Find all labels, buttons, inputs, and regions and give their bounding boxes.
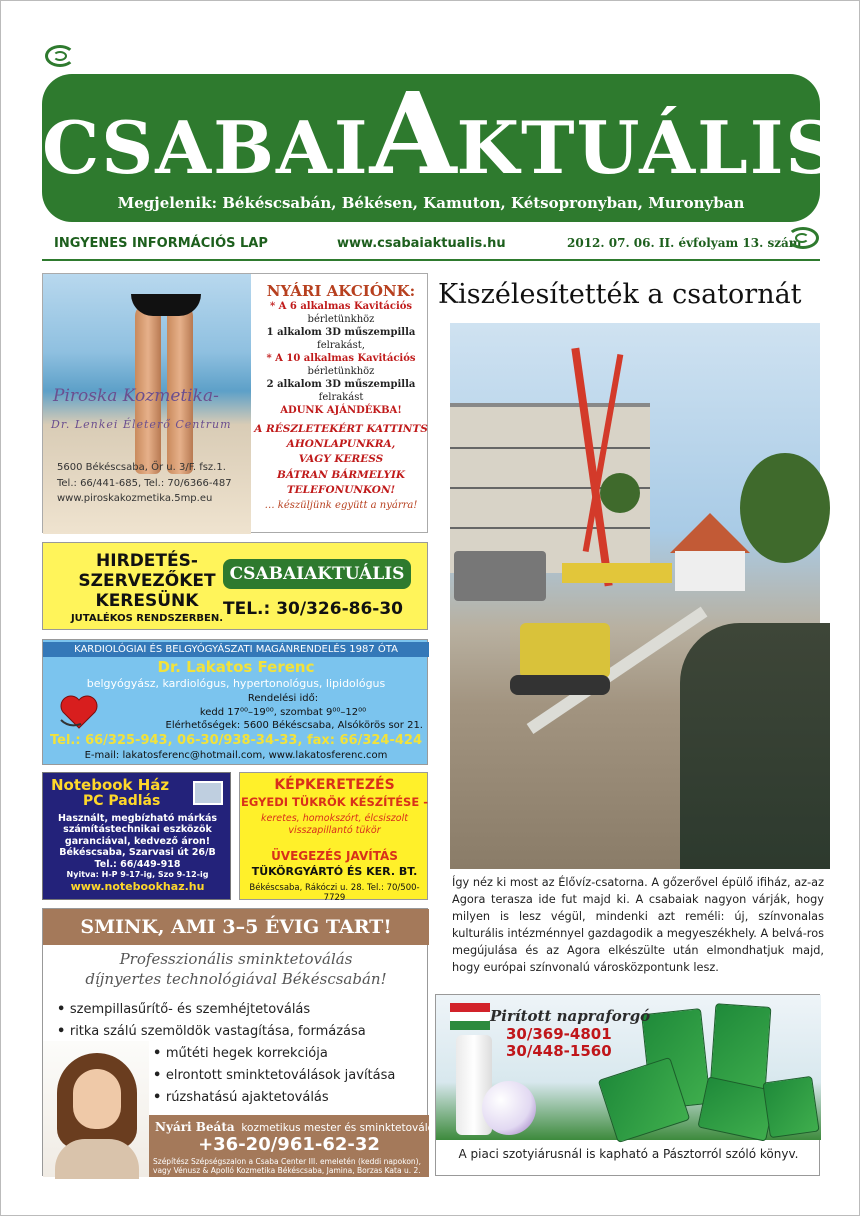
frame-address: Békéscsaba, Rákóczi u. 28. Tel.: 70/500-7729 (249, 883, 420, 903)
excavator-base (510, 675, 610, 695)
ad-notebook-haz[interactable] (42, 772, 231, 900)
salon-web[interactable]: www.piroskakozmetika.5mp.eu (57, 493, 213, 504)
cta-line3: VAGY KERESS (298, 453, 384, 466)
photo-floor (450, 527, 650, 529)
lakatos-address: Elérhetőségek: 5600 Békéscsaba, Alsókörös sor 21. (165, 720, 423, 731)
smink-item: • műtéti hegek korrekciója (153, 1043, 428, 1065)
swirl-ornament-inner (53, 51, 67, 61)
smink-list-bottom (153, 1043, 428, 1109)
salon-phone: Tel.: 66/441-685, Tel.: 70/6366-487 (57, 477, 232, 489)
distribution-subtitle: Megjelenik: Békéscsabán, Békésen, Kamuton, Kétsopronyban, Muronyban (117, 194, 745, 212)
recruit-headline (47, 551, 247, 611)
seeds-phone2: 30/448-1560 (506, 1041, 612, 1060)
portrait-face (73, 1069, 121, 1129)
heart-stethoscope-icon (59, 694, 99, 730)
seeds-title: Pirított napraforgó (490, 1007, 651, 1025)
smink-item: • szempillasűrítő- és szemhéjtetoválás (57, 999, 427, 1021)
lakatos-hours (183, 692, 383, 720)
info-bar (42, 233, 820, 261)
smink-intro2: díjnyertes technológiával Békéscsabán! (85, 970, 387, 989)
artist-role: kozmetikus mester és sminktetováló (241, 1122, 435, 1134)
artist-portrait (43, 1041, 149, 1177)
recruit-sub: JUTALÉKOS RENDSZERBEN. (70, 613, 224, 624)
smink-footer (149, 1115, 435, 1184)
lakatos-header: KARDIOLÓGIAI ÉS BELGYÓGYÁSZATI MAGÁNRENDELÉS 1987 ÓTA (43, 642, 429, 657)
recruit-line1: HIRDETÉS- (96, 551, 198, 571)
offer2-d: felrakást (318, 392, 364, 403)
hours-label: Rendelési idő: (247, 693, 319, 704)
salon-contact (57, 460, 257, 507)
notebook-title2: PC Padlás (83, 793, 161, 809)
hours-value: kedd 17⁰⁰–19⁰⁰, szombat 9⁰⁰–12⁰⁰ (199, 707, 367, 718)
artist-line (155, 1120, 434, 1134)
salon-center: Dr. Lenkei Életerő Centrum (51, 418, 232, 431)
smink-intro1: Professzionális sminktetoválás (119, 950, 353, 968)
photo-tree (740, 453, 830, 563)
seeds-phone1: 30/369-4801 (506, 1025, 612, 1043)
notebook-line2: számítástechnikai eszközök (63, 824, 212, 836)
excavator (520, 623, 610, 678)
offer1-c: 1 alkalom 3D műszempilla (266, 327, 416, 338)
cta-line5: TELEFONUNKON! (286, 483, 396, 496)
artist-name: Nyári Beáta (155, 1120, 235, 1134)
tagline: INGYENES INFORMÁCIÓS LAP (54, 236, 268, 251)
frame-title: KÉPKERETEZÉS (274, 777, 395, 793)
frame-glass: ÜVEGEZÉS JAVÍTÁS (271, 849, 398, 863)
ad-dr-lakatos[interactable] (42, 639, 428, 765)
notebook-hours: Nyitva: H-P 9-17-ig, Szo 9-12-ig (66, 869, 209, 879)
offer2-b: bérletünkhöz (307, 366, 375, 377)
portrait-body (55, 1139, 139, 1179)
brand-title (42, 69, 840, 200)
canal-water (680, 623, 830, 869)
photo-floor (450, 447, 650, 449)
swirl-ornament-right-inner (795, 233, 809, 243)
hungarian-flag-icon (450, 1003, 490, 1031)
article-headline: Kiszélesítették a csatornát (438, 279, 802, 310)
recruit-phone: TEL.: 30/326-86-30 (223, 599, 403, 619)
computer-icon (193, 781, 223, 805)
brand-part2: KTUÁLIS (456, 105, 840, 190)
recruit-logo: CSABAIAKTUÁLIS (223, 559, 411, 589)
lakatos-name: Dr. Lakatos Ferenc (157, 658, 315, 676)
notebook-line1: Használt, megbízható márkás (57, 813, 218, 824)
cta-line4: BÁTRAN BÁRMELYIK (276, 468, 405, 481)
offer-cta (253, 422, 429, 498)
frame-small1: keretes, homokszórt, élcsiszolt (261, 813, 408, 824)
ad-napraforgo[interactable] (435, 994, 820, 1176)
brand-initial: A (369, 69, 457, 200)
lakatos-specialties: belgyógyász, kardiológus, hypertonológus, lipidológus (86, 677, 386, 690)
offer1-d: felrakást, (317, 340, 365, 351)
seeds-phones (506, 1026, 612, 1059)
photo-house (675, 551, 745, 591)
photo-roof (670, 513, 750, 553)
offer1-b: bérletünkhöz (307, 314, 375, 325)
construction-photo (450, 323, 820, 869)
offer-gift: ADUNK AJÁNDÉKBA! (280, 405, 402, 416)
ad-piroska-kozmetika[interactable] (42, 273, 428, 533)
offer2-c: 2 alkalom 3D műszempilla (266, 379, 416, 390)
ad-recruit[interactable] (42, 542, 428, 630)
salon-address: 5600 Békéscsaba, Őr u. 3/F. fsz.1. (57, 462, 226, 473)
offer-title: NYÁRI AKCIÓNK: (266, 282, 416, 300)
notebook-phone: Tel.: 66/449-918 (94, 858, 181, 870)
lakatos-email[interactable]: E-mail: lakatosferenc@hotmail.com, www.lakatosferenc.com (84, 750, 388, 761)
notebook-web[interactable]: www.notebookhaz.hu (70, 879, 205, 893)
dump-truck (454, 551, 546, 601)
recruit-line2: SZERVEZŐKET (78, 571, 216, 592)
smink-banner: SMINK, AMI 3–5 ÉVIG TART! (43, 909, 429, 945)
notebook-line3: garanciával, kedvező áron! (64, 835, 211, 847)
salon-name: Piroska Kozmetika- (53, 386, 219, 406)
notebook-address: Békéscsaba, Szarvasi út 26/B (59, 847, 216, 859)
frame-small2: visszapillantó tükör (288, 824, 381, 836)
photo-tree (600, 473, 640, 513)
smink-list-top (57, 999, 427, 1043)
recruit-line3: KERESÜNK (95, 591, 199, 612)
smink-item: • elrontott sminktetoválások javítása (153, 1065, 428, 1087)
cta-line1: A RÉSZLETEKÉRT KATTINTS (254, 423, 428, 435)
frame-small (240, 813, 429, 837)
bikini (131, 294, 201, 316)
offer2-a: * A 10 alkalmas Kavitációs (266, 353, 416, 364)
frame-firm: TÜKÖRGYÁRTÓ ÉS KER. BT. (251, 865, 418, 878)
cta-line2: AHONLAPUNKRA, (286, 438, 396, 451)
summer-offer (253, 274, 429, 534)
ball-image (482, 1081, 536, 1135)
pump-truck (562, 563, 672, 583)
frame-sub: EGYEDI TÜKRÖK KÉSZÍTÉSE - (241, 795, 428, 809)
issue-info: 2012. 07. 06. II. évfolyam 13. szám (567, 236, 802, 250)
offer-closing: … készüljünk együtt a nyárra! (264, 500, 418, 512)
notebook-title1: Notebook Ház (51, 776, 170, 794)
smink-item: • ritka szálú szemöldök vastagítása, formázása (57, 1021, 427, 1043)
smink-intro (43, 949, 429, 990)
ad-kepkeretezes[interactable] (239, 772, 428, 903)
artist-locations: Szépítész Szépségszalon a Csaba Center III. emeletén (keddi napokon), vagy Vénusz & Apolló Kozmetika Békéscsaba, Jamina, Borzas Kata u. 2. sz. (153, 1157, 421, 1184)
brand-part1: CSABAI (42, 105, 370, 190)
artist-phone: +36-20/961-62-32 (198, 1134, 380, 1155)
seeds-caption: A piaci szotyiárusnál is kapható a Pásztorról szóló könyv. (458, 1147, 799, 1161)
smink-item: • rúzshatású ajaktetoválás (153, 1087, 428, 1109)
lakatos-phone: Tel.: 66/325-943, 06-30/938-34-33, fax: 66/324-424 (50, 733, 422, 748)
ad-smink-tetovalas[interactable] (42, 908, 435, 1184)
website-link[interactable]: www.csabaiaktualis.hu (337, 236, 506, 251)
offer1-a: * A 6 alkalmas Kavitációs (269, 301, 413, 312)
notebook-body (46, 813, 229, 893)
article-body: Így néz ki most az Élővíz-csatorna. A gőzerővel épülő ifiház, az-az Agora terasza ide fut majd ki. A csabaiak nagyon várják, hogy milyen is lesz végül, mindenki azt reméli: új, színvonalas kulturális intézménnyel gazdagodik a megyeszékhely. A belvá-ros megújulása és az Agora elkészülte után elmondhatjuk majd, hogy európai színvonalú városközpontunk lesz. (452, 876, 824, 974)
seed-bag (762, 1076, 819, 1138)
